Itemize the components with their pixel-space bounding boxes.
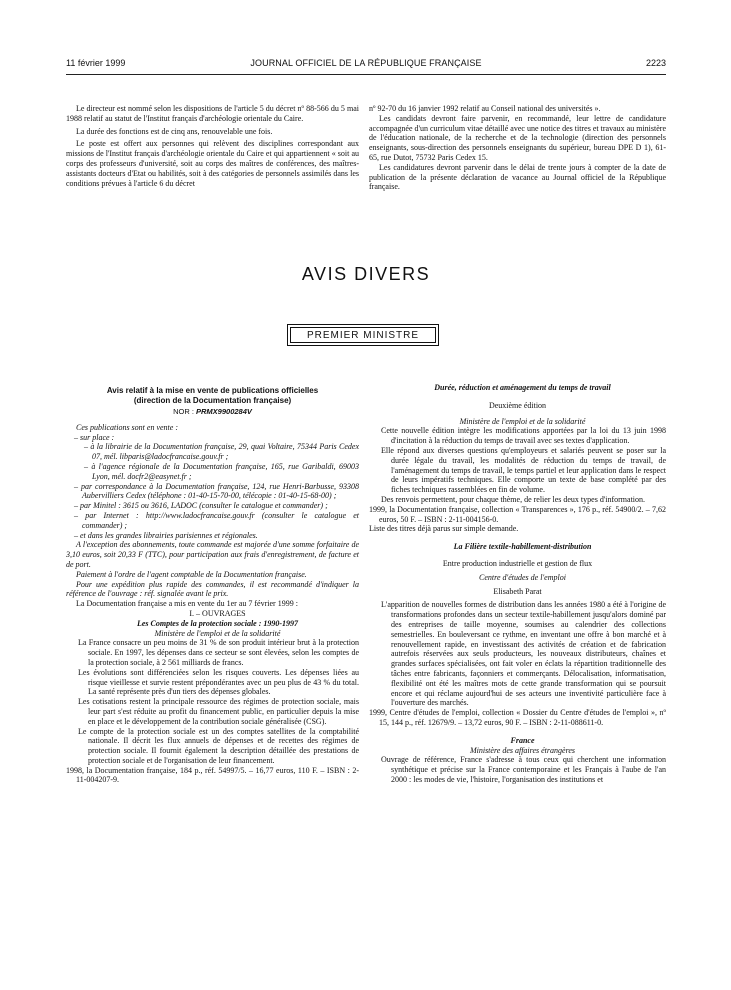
paragraph: L'apparition de nouvelles formes de distribution dans les années 1980 a été à l'origine de transformations profondes dans un secteur textile-habillement jusqu'alors dominé par des entreprises de taille moyenne, soumises au calendrier des collections semestrielles. En bouleversant ce rythme, en inventant une offre à bon marché et à renouvellement rapide, en investissant des activités de création et de fabrication autrefois réservées aux seuls producteurs, les nouveaux distributeurs, chaînes et grandes surfaces spécialisées, ont fait voler en éclats la répartition traditionnelle des tâches entre fabricants, façonniers et commerçants. Délocalisation, informatisation, flexibilité ont été les maîtres mots de cette grande transformation qui se poursuit encore et qui réclame aujourd'hui de ses acteurs une inventivité particulière face à l'ouverture des marchés. xyxy=(381,600,666,708)
list-item: – par correspondance à la Documentation française, 124, rue Henri-Barbusse, 93308 Aubervilliers Cedex (téléphone : 01-40-15-70-00, télécopie : 01-40-15-68-00) ; xyxy=(74,481,359,501)
paragraph: A l'exception des abonnements, toute commande est majorée d'une somme forfaitaire de 3,10 euros, soit 20,33 F (TTC), pour participation aux frais d'enregistrement, de facture et de port. xyxy=(66,540,359,569)
book-title: France xyxy=(510,735,535,745)
paragraph: La France consacre un peu moins de 31 % de son produit intérieur brut à la protection sociale. En 1997, les dépenses dans ce secteur se sont élevées, selon les comptes de la protection sociale, à 2 561 milliards de francs. xyxy=(78,638,359,667)
paragraph: Les candidatures devront parvenir dans le délai de trente jours à compter de la date de publication de la présente déclaration de vacance au Journal officiel de la République française. xyxy=(369,162,666,192)
intro: Ces publications sont en vente : xyxy=(76,422,178,432)
paragraph: La durée des fonctions est de cinq ans, renouvelable une fois. xyxy=(76,126,273,136)
publication-info: 1999, Centre d'études de l'emploi, collection « Dossier du Centre d'études de l'emploi », nº 15, 144 p., réf. 12679/9. – 13,72 euros, 90 F. – ISBN : 2-11-088611-0. xyxy=(369,708,666,727)
avis-divers-heading: AVIS DIVERS xyxy=(301,264,431,284)
paragraph: Ouvrage de référence, France s'adresse à tous ceux qui cherchent une information synthétique et précise sur la France contemporaine et les Français à l'aube de l'an 2000 : les modes de vie, l'histoire, l'organisation des institutions et xyxy=(381,755,666,784)
list-item: – à l'agence régionale de la Documentation française, 165, rue Garibaldi, 69003 Lyon, mél. docfr2@easynet.fr ; xyxy=(84,461,359,481)
top-right-column xyxy=(369,104,666,192)
header-date: 11 février 1999 xyxy=(66,58,126,68)
list-item: – à la librairie de la Documentation française, 29, quai Voltaire, 75344 Paris Cedex 07, mél. libparis@ladocfrancaise.gouv.fr ; xyxy=(84,442,359,462)
nor-code: PRMX9900284V xyxy=(196,407,252,416)
paragraph: Elle répond aux diverses questions qu'employeurs et salariés peuvent se poser sur la durée légale du travail, les modalités de réduction du temps de travail, de l'aménagement du temps de travail, le temps partiel et leur application dans le respect de leurs impératifs techniques. Elle comporte un texte de base complété par des fiches techniques rassemblées en fin de volume. xyxy=(381,445,666,495)
nor-label: NOR : xyxy=(173,407,197,416)
book-title: Durée, réduction et aménagement du temps de travail xyxy=(434,383,611,392)
top-left-column xyxy=(66,104,359,191)
note: Liste des titres déjà parus sur simple demande. xyxy=(369,524,519,534)
premier-ministre-label: PREMIER MINISTRE xyxy=(306,330,420,341)
ministry-name: Ministère de l'emploi et de la solidarité xyxy=(459,416,586,426)
list-item: – par Minitel : 3615 ou 3616, LADOC (consulter le catalogue et commander) ; xyxy=(74,501,328,511)
nor-reference xyxy=(66,407,359,417)
ministry-name: Ministère de l'emploi et de la solidarité xyxy=(154,628,281,638)
header-page-number: 2223 xyxy=(645,58,666,68)
paragraph: Le directeur est nommé selon les dispositions de l'article 5 du décret nº 88-566 du 5 mai 1988 relatif au statut de l'Institut français d'archéologie orientale du Caire. xyxy=(66,104,359,123)
book-subtitle: Entre production industrielle et gestion de flux xyxy=(442,558,593,568)
list-item: – et dans les grandes librairies parisiennes et régionales. xyxy=(74,530,258,540)
paragraph: Le compte de la protection sociale est un des comptes satellites de la comptabilité nationale. Il décrit les flux annuels de dépenses et de recettes des régimes de protection sociale. Il fournit également la description détaillée des prestations de protection sociale et de l'organisation de leur financement. xyxy=(78,726,359,765)
paragraph: Pour une expédition plus rapide des commandes, il est recommandé d'indiquer la référence de l'ouvrage : réf. signalée avant le prix. xyxy=(66,579,359,599)
left-column xyxy=(66,386,359,785)
article-subtitle: (direction de la Documentation française) xyxy=(133,396,292,405)
list-item: – par Internet : http://www.ladocfrancaise.gouv.fr (consulter le catalogue et commander) ; xyxy=(74,510,359,530)
book-title: La Filière textile-habillement-distribution xyxy=(453,542,592,552)
header-rule xyxy=(66,74,666,75)
list-item: – sur place : xyxy=(74,432,115,442)
page-header xyxy=(66,58,666,72)
paragraph: Les candidats devront faire parvenir, en recommandé, leur lettre de candidature accompagnée d'un curriculum vitae détaillé avec une notice des titres et travaux au ministère de l'éducation nationale, de la recherche et de la technologie (direction des personnels enseignants, sous-direction des personnels enseignants du supérieur, bureau DPE D 1), 61-65, rue Dutot, 75732 Paris Cedex 15. xyxy=(369,113,666,162)
right-column xyxy=(369,383,666,785)
paragraph: Cette nouvelle édition intègre les modifications apportées par la loi du 13 juin 1998 d'incitation à la réduction du temps de travail avec ses textes d'application. xyxy=(381,426,666,446)
article-title: Avis relatif à la mise en vente de publications officielles xyxy=(106,386,319,395)
publication-info: 1998, la Documentation française, 184 p., réf. 54997/5. – 16,77 euros, 110 F. – ISBN : 2-11-004207-9. xyxy=(66,765,359,785)
premier-ministre-box xyxy=(287,324,439,346)
author: Elisabeth Parat xyxy=(493,586,542,596)
sales-list xyxy=(66,433,359,541)
paragraph: nº 92-70 du 16 janvier 1992 relatif au Conseil national des universités ». xyxy=(369,104,601,113)
paragraph: Des renvois permettent, pour chaque thème, de relier les deux types d'information. xyxy=(381,494,646,504)
organisation-name: Centre d'études de l'emploi xyxy=(479,572,566,582)
paragraph: Les évolutions sont différenciées selon les risques couverts. Les dépenses liées au risque vieillesse et survie restent prépondérantes avec un peu plus de 43 % du total. La santé représente près d'un tiers des dépenses globales. xyxy=(78,667,359,697)
ministry-name: Ministère des affaires étrangères xyxy=(469,745,576,755)
paragraph: Les cotisations restent la principale ressource des régimes de protection sociale, mais leur part s'est réduite au profit du financement public, en particulier depuis la mise en place et le développement de la contribution sociale généralisée (CSG). xyxy=(78,697,359,726)
edition: Deuxième édition xyxy=(488,400,547,410)
paragraph: Paiement à l'ordre de l'agent comptable de la Documentation française. xyxy=(76,569,307,579)
header-journal-title: JOURNAL OFFICIEL DE LA RÉPUBLIQUE FRANÇAISE xyxy=(250,58,482,68)
paragraph: Le poste est offert aux personnes qui relèvent des disciplines correspondant aux missions de l'Institut français d'archéologie orientale du Caire et qui appartiennent « soit au corps des professeurs d'université, soit au corps des maîtres de conférences, des maîtres-assistants docteurs d'Etat ou habilités, soit à des catégories de personnels assimilés dans les conditions prévues à l'article 6 du décret xyxy=(66,139,359,188)
paragraph: La Documentation française a mis en vente du 1er au 7 février 1999 : xyxy=(76,599,298,609)
book-title: Les Comptes de la protection sociale : 1990-1997 xyxy=(136,618,299,628)
section-heading: I. – OUVRAGES xyxy=(189,608,246,618)
publication-info: 1999, la Documentation française, collection « Transparences », 176 p., réf. 54900/2. – 7,62 euros, 50 F. – ISBN : 2-11-004156-0. xyxy=(369,504,666,524)
